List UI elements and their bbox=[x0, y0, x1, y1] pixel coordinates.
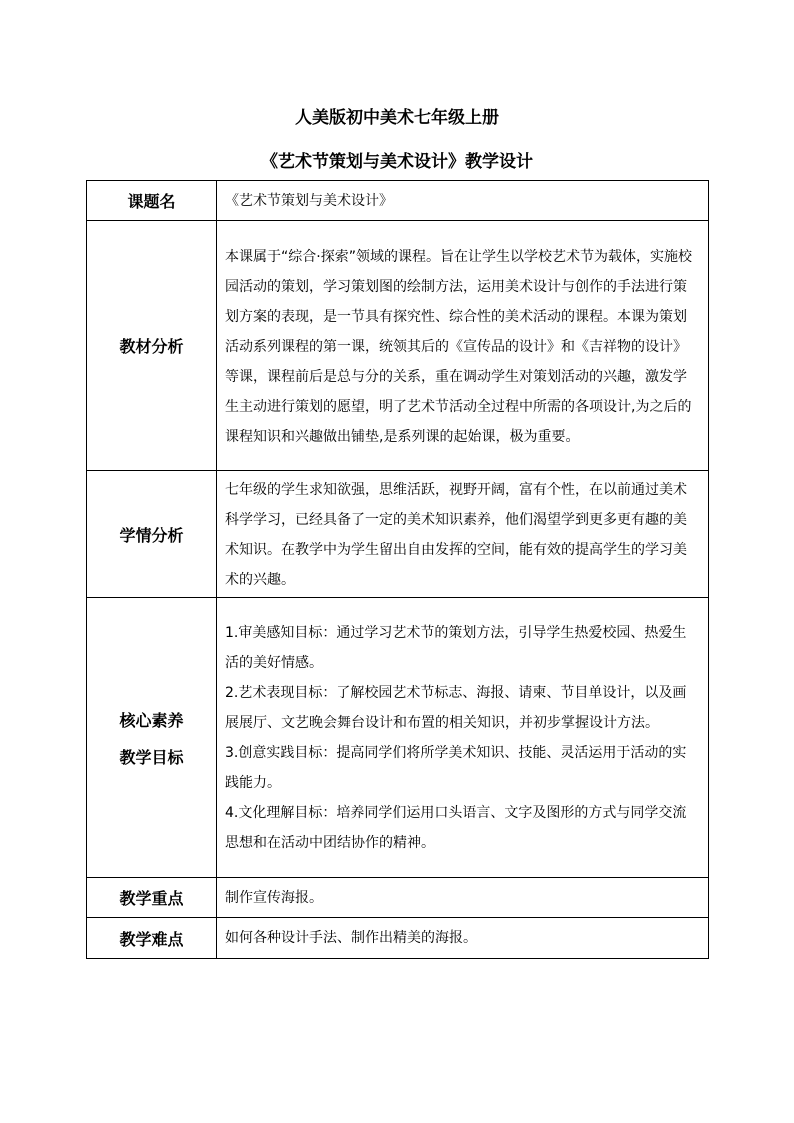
row-label-difficulties: 教学难点 bbox=[87, 918, 217, 959]
row-label-student-analysis: 学情分析 bbox=[87, 471, 217, 598]
table-row bbox=[87, 918, 709, 959]
row-label-core-goals bbox=[87, 598, 217, 878]
table-row bbox=[87, 471, 709, 598]
goal-item: 1.审美感知目标：通过学习艺术节的策划方法，引导学生热爱校园、热爱生活的美好情感。 bbox=[225, 624, 687, 671]
row-label-material-analysis: 教材分析 bbox=[87, 221, 217, 471]
doc-title-line2: 《艺术节策划与美术设计》教学设计 bbox=[261, 152, 533, 172]
table-row bbox=[87, 598, 709, 878]
row-label-topic: 课题名 bbox=[87, 181, 217, 221]
row-text-student-analysis: 七年级的学生求知欲强，思维活跃，视野开阔，富有个性，在以前通过美术科学学习，已经具备了一定的美术知识素养，他们渴望学到更多更有趣的美术知识。在教学中为学生留出自由发挥的空间，能有效的提高学生的学习美术的兴趣。 bbox=[217, 471, 709, 598]
table-row bbox=[87, 181, 709, 221]
table-row bbox=[87, 221, 709, 471]
doc-title-line1: 人美版初中美术七年级上册 bbox=[295, 108, 499, 128]
row-label-core-goals-line1: 核心素养 bbox=[119, 710, 184, 730]
table-row bbox=[87, 878, 709, 918]
row-text-topic: 《艺术节策划与美术设计》 bbox=[217, 181, 709, 221]
goal-item: 4.文化理解目标：培养同学们运用口头语言、文字及图形的方式与同学交流思想和在活动中团结协作的精神。 bbox=[225, 804, 687, 851]
goal-item: 2.艺术表现目标：了解校园艺术节标志、海报、请柬、节目单设计，以及画展展厅、文艺晚会舞台设计和布置的相关知识，并初步掌握设计方法。 bbox=[225, 684, 687, 731]
goal-item: 3.创意实践目标：提高同学们将所学美术知识、技能、灵活运用于活动的实践能力。 bbox=[225, 744, 687, 791]
row-text-key-points: 制作宣传海报。 bbox=[217, 878, 709, 918]
row-text-core-goals bbox=[217, 598, 709, 878]
row-label-key-points: 教学重点 bbox=[87, 878, 217, 918]
row-text-material-analysis: 本课属于“综合·探索”领域的课程。旨在让学生以学校艺术节为载体，实施校园活动的策划，学习策划图的绘制方法，运用美术设计与创作的手法进行策划方案的表现，是一节具有探究性、综合性的美术活动的课程。本课为策划活动系列课程的第一课，统领其后的《宣传品的设计》和《吉祥物的设计》等课，课程前后是总与分的关系，重在调动学生对策划活动的兴趣，激发学生主动进行策划的愿望，明了艺术节活动全过程中所需的各项设计,为之后的课程知识和兴趣做出铺垫,是系列课的起始课，极为重要。 bbox=[217, 221, 709, 471]
row-label-core-goals-line2: 教学目标 bbox=[119, 747, 184, 767]
row-text-difficulties: 如何各种设计手法、制作出精美的海报。 bbox=[217, 918, 709, 959]
lesson-plan-table bbox=[86, 180, 709, 959]
